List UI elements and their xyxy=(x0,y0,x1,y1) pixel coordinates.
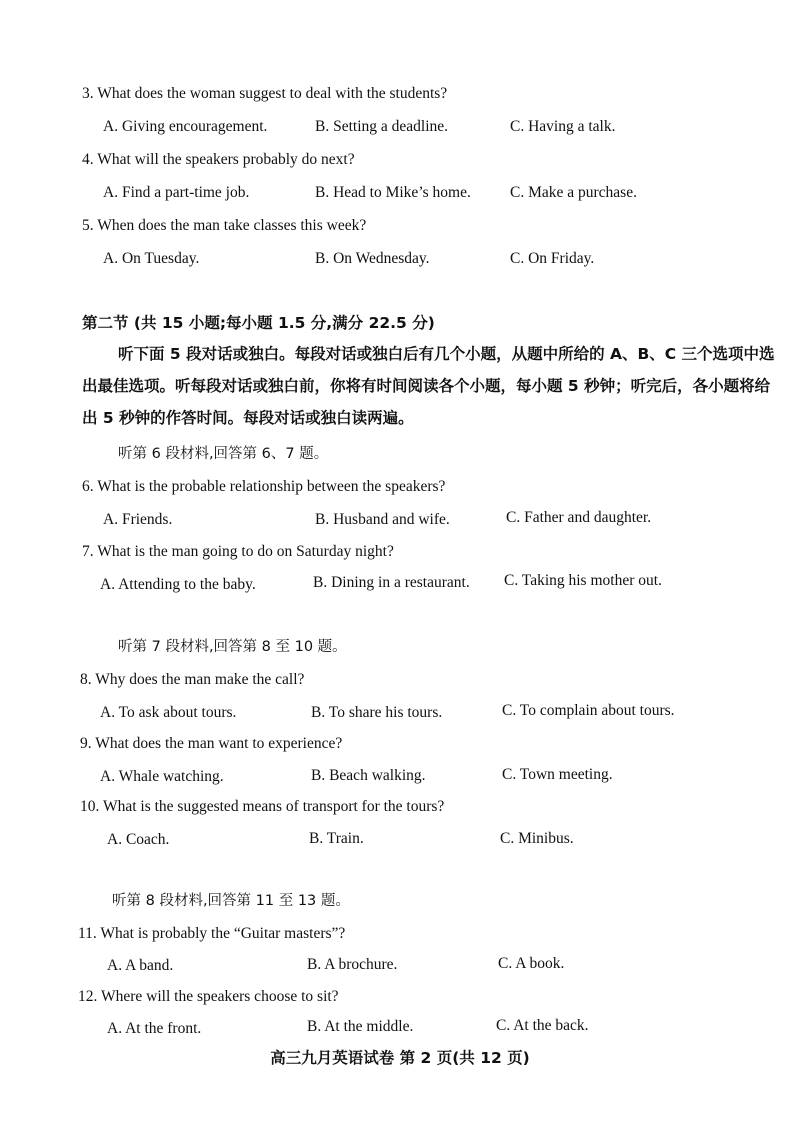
question-4-option-a: A. Find a part-time job. xyxy=(103,184,250,201)
question-12-option-b: B. At the middle. xyxy=(307,1018,414,1035)
question-4-stem: 4. What will the speakers probably do next? xyxy=(82,151,355,168)
question-11-option-c: C. A book. xyxy=(498,955,565,972)
question-3-option-b: B. Setting a deadline. xyxy=(315,118,449,135)
question-6-stem: 6. What is the probable relationship between the speakers? xyxy=(82,478,446,495)
question-4-option-c: C. Make a purchase. xyxy=(510,184,637,201)
question-8-option-a: A. To ask about tours. xyxy=(100,704,237,721)
section-2-instructions: 听下面 5 段对话或独白。每段对话或独白后有几个小题，从题中所给的 A、B、C 三个选项中选出最佳选项。听每段对话或独白前，你将有时间阅读各个小题，每小题 5 秒钟；听完后，各小题将给出 5 秒钟的作答时间。每段对话或独白读两遍。 xyxy=(82,345,775,427)
question-9-option-b: B. Beach walking. xyxy=(311,767,426,784)
question-10-stem: 10. What is the suggested means of transport for the tours? xyxy=(80,798,445,815)
question-11-option-b: B. A brochure. xyxy=(307,956,398,973)
question-7-option-c: C. Taking his mother out. xyxy=(504,572,662,589)
question-3-option-a: A. Giving encouragement. xyxy=(103,118,268,135)
question-8-option-c: C. To complain about tours. xyxy=(502,702,675,719)
question-10-option-c: C. Minibus. xyxy=(500,830,574,847)
question-6-option-a: A. Friends. xyxy=(103,511,173,528)
question-5-option-c: C. On Friday. xyxy=(510,250,595,267)
page-footer: 高三九月英语试卷 第 2 页(共 12 页) xyxy=(270,1049,530,1067)
question-11-option-a: A. A band. xyxy=(107,957,174,974)
question-4-option-b: B. Head to Mike’s home. xyxy=(315,184,471,201)
segment-6-instruction: 听第 6 段材料,回答第 6、7 题。 xyxy=(118,446,329,462)
question-9-option-a: A. Whale watching. xyxy=(100,768,224,785)
question-5-option-a: A. On Tuesday. xyxy=(103,250,200,267)
segment-8-instruction: 听第 8 段材料,回答第 11 至 13 题。 xyxy=(112,893,350,909)
question-3-stem: 3. What does the woman suggest to deal with the students? xyxy=(82,85,448,102)
question-10-option-b: B. Train. xyxy=(309,830,364,847)
question-7-option-a: A. Attending to the baby. xyxy=(100,576,256,593)
question-10-option-a: A. Coach. xyxy=(107,831,170,848)
question-7-option-b: B. Dining in a restaurant. xyxy=(313,574,470,591)
question-12-stem: 12. Where will the speakers choose to sit? xyxy=(78,988,339,1005)
question-11-stem: 11. What is probably the “Guitar masters”? xyxy=(78,925,346,942)
section-2-heading: 第二节 (共 15 小题;每小题 1.5 分,满分 22.5 分) xyxy=(82,314,435,332)
question-12-option-c: C. At the back. xyxy=(496,1017,589,1034)
question-7-stem: 7. What is the man going to do on Saturday night? xyxy=(82,543,394,560)
question-12-option-a: A. At the front. xyxy=(107,1020,202,1037)
question-9-option-c: C. Town meeting. xyxy=(502,766,613,783)
question-5-stem: 5. When does the man take classes this week? xyxy=(82,217,367,234)
question-5-option-b: B. On Wednesday. xyxy=(315,250,430,267)
question-8-stem: 8. Why does the man make the call? xyxy=(80,671,305,688)
question-6-option-c: C. Father and daughter. xyxy=(506,509,652,526)
question-8-option-b: B. To share his tours. xyxy=(311,704,443,721)
question-6-option-b: B. Husband and wife. xyxy=(315,511,450,528)
question-3-option-c: C. Having a talk. xyxy=(510,118,616,135)
question-9-stem: 9. What does the man want to experience? xyxy=(80,735,343,752)
segment-7-instruction: 听第 7 段材料,回答第 8 至 10 题。 xyxy=(118,639,347,655)
